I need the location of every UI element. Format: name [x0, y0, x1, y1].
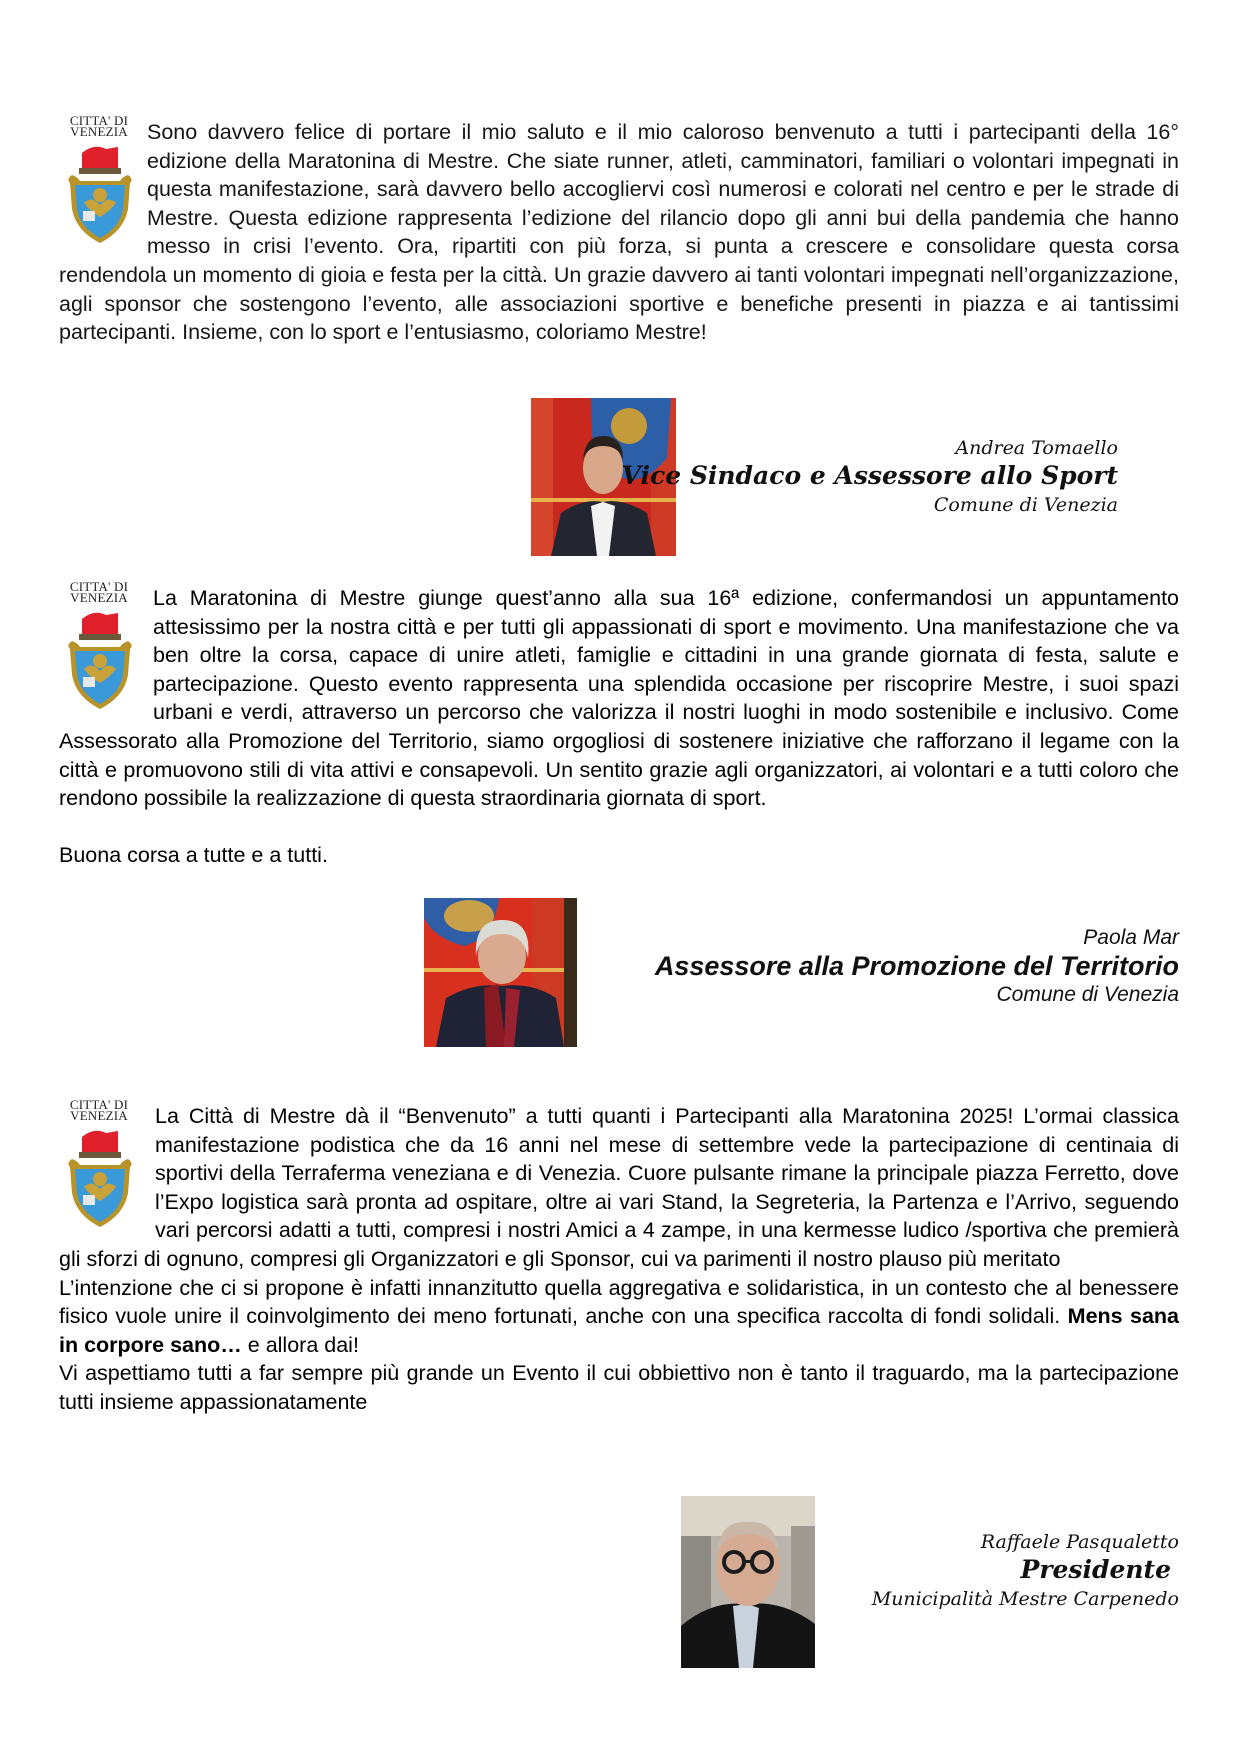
greeting-paragraph-part2 — [59, 1274, 1179, 1360]
citta-di-venezia-logo — [59, 115, 141, 245]
paragraph-text: e allora dai! — [241, 1332, 359, 1357]
logo-text-line1: CITTA' DI — [69, 1097, 129, 1112]
greeting-section-1 — [59, 113, 1179, 347]
signature-organization: Comune di Venezia — [996, 983, 1179, 1006]
logo-text-line2: VENEZIA — [70, 124, 128, 139]
citta-di-venezia-coat-of-arms-icon — [64, 605, 136, 713]
greeting-paragraph: Sono davvero felice di portare il mio saluto e il mio caloroso benvenuto a tutti i partecipanti della 16° edizione della Maratonina di Mestre. Che siate runner, atleti, camminatori, familiari o volontari impegnati in questa manifestazione, sarà davvero bello accogliervi così numerosi e colorati nel centro e per le strade di Mestre. Questa edizione rappresenta l’edizione del rilancio dopo gli anni bui della pandemia che hanno messo in crisi l’evento. Ora, ripartiti con più forza, si punta a crescere e consolidare questa corsa rendendola un momento di gioia e festa per la città. Un grazie davvero ai tanti volontari impegnati nell’organizzazione, agli sponsor che sostengono l’evento, alle associazioni sportive e benefiche presenti in piazza e ai tantissimi partecipanti. Insieme, con lo sport e l’entusiasmo, coloriamo Mestre! — [59, 120, 1179, 345]
signature-role: Vice Sindaco e Assessore allo Sport — [621, 461, 1118, 490]
signature-role: Presidente — [1020, 1555, 1171, 1584]
signature-name: Raffaele Pasqualetto — [980, 1531, 1179, 1553]
signature-organization: Comune di Venezia — [933, 494, 1118, 516]
logo-text-line1: CITTA' DI — [69, 113, 129, 128]
citta-di-venezia-logo — [59, 581, 141, 711]
citta-di-venezia-coat-of-arms-icon — [64, 1123, 136, 1231]
signature-name: Andrea Tomaello — [955, 437, 1118, 459]
motto-bold: Mens sana in corpore sano… — [59, 1304, 1180, 1357]
greeting-paragraph-part3: Vi aspettiamo tutti a far sempre più grande un Evento il cui obbiettivo non è tanto il traguardo, ma la partecipazione tutti insieme appassionatamente — [59, 1361, 1179, 1414]
greeting-paragraph: La Maratonina di Mestre giunge quest’anno alla sua 16ª edizione, confermandosi un appuntamento attesissimo per la nostra città e per tutti gli appassionati di sport e movimento. Una manifestazione che va ben oltre la corsa, capace di unire atleti, famiglie e cittadini in una grande giornata di festa, salute e partecipazione. Questo evento rappresenta una splendida occasione per riscoprire Mestre, i suoi spazi urbani e verdi, attraverso un percorso che valorizza il nostri luoghi in modo sostenibile e inclusivo. Come Assessorato alla Promozione del Territorio, siamo orgogliosi di sostenere iniziative che rafforzano il legame con la città e promuovono stili di vita attivi e consapevoli. Un sentito grazie agli organizzatori, ai volontari e a tutti coloro che rendono possibile la realizzazione di questa straordinaria giornata di sport. — [59, 586, 1179, 811]
closing-line: Buona corsa a tutte e a tutti. — [59, 842, 328, 867]
portrait-paola-mar — [424, 898, 577, 1047]
signature-name: Paola Mar — [1083, 926, 1179, 949]
greeting-paragraph-part1: La Città di Mestre dà il “Benvenuto” a tutti quanti i Partecipanti alla Maratonina 2025! L’ormai classica manifestazione podistica che da 16 anni nel mese di settembre vede la partecipazione di centinaia di sportivi della Terraferma veneziana e di Venezia. Cuore pulsante rimane la principale piazza Ferretto, dove l’Expo logistica sarà pronta ad ospitare, oltre ai vari Stand, la Segreteria, la Partenza e l’Arrivo, seguendo vari percorsi adatti a tutti, compresi i nostri Amici a 4 zampe, in una kermesse ludico /sportiva che premierà gli sforzi di ognuno, compresi gli Organizzatori e gli Sponsor, cui va parimenti il nostro plauso più meritato — [59, 1104, 1179, 1271]
paragraph-text: L’intenzione che ci si propone è infatti innanzitutto quella aggregativa e solidaristica, in un contesto che al benessere fisico vuole unire il coinvolgimento dei meno fortunati, anche con una specifica raccolta di fondi solidali. — [59, 1275, 1179, 1329]
signature-block-1 — [622, 436, 1118, 518]
greeting-section-2 — [59, 579, 1179, 869]
portrait-raffaele-pasqualetto — [681, 1496, 815, 1668]
signature-block-3 — [872, 1530, 1179, 1612]
greeting-section-3 — [59, 1097, 1180, 1417]
signature-role: Assessore alla Promozione del Territorio — [654, 951, 1179, 981]
logo-text-line1: CITTA' DI — [69, 579, 129, 594]
signature-organization: Municipalità Mestre Carpenedo — [871, 1588, 1179, 1610]
logo-text-line2: VENEZIA — [70, 1108, 128, 1123]
logo-text-line2: VENEZIA — [70, 590, 128, 605]
citta-di-venezia-logo — [59, 1099, 141, 1229]
citta-di-venezia-coat-of-arms-icon — [64, 139, 136, 247]
signature-block-2 — [655, 926, 1179, 1008]
